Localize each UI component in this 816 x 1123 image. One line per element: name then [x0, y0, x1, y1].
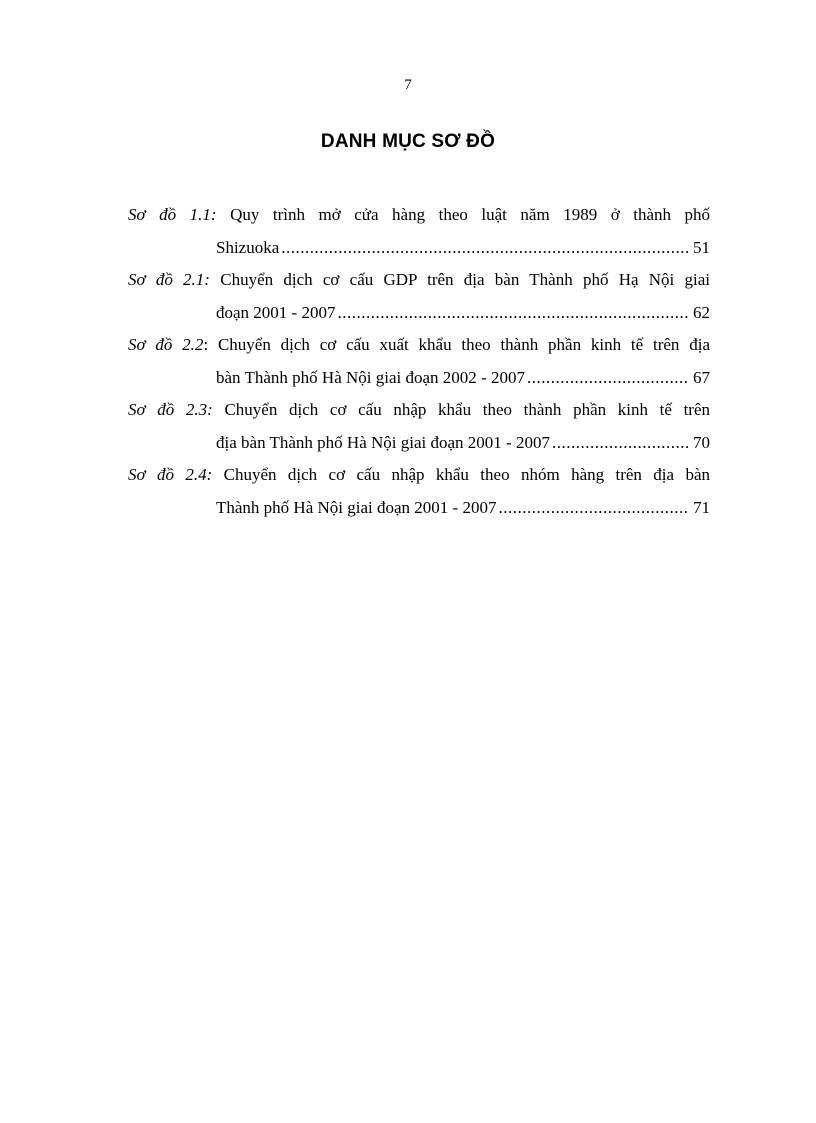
entry-title-continued: địa bàn Thành phố Hà Nội giai đoạn 2001 - 2007 [216, 432, 550, 452]
list-item-diagram-2-4 [128, 459, 710, 524]
entry-first-line [128, 459, 710, 492]
list-item-diagram-2-3 [128, 394, 710, 459]
entry-title: Chuyển dịch cơ cấu nhập khẩu theo thành phần kinh tế trên [224, 400, 711, 419]
entry-second-line [128, 427, 710, 460]
entry-page-number: 51 [693, 237, 710, 257]
list-item-diagram-2-1 [128, 264, 710, 329]
dot-leader [281, 232, 689, 265]
diagram-list [128, 199, 710, 524]
dot-leader [337, 297, 689, 330]
entry-label: Sơ đồ 2.3: [128, 400, 213, 419]
entry-label: Sơ đồ 1.1: [128, 205, 217, 224]
entry-page-number: 62 [693, 302, 710, 322]
entry-title: Quy trình mở cửa hàng theo luật năm 1989 ở thành phố [230, 205, 711, 224]
page-number: 7 [404, 77, 412, 93]
entry-first-line [128, 394, 710, 427]
list-item-diagram-1-1 [128, 199, 710, 264]
entry-second-line [128, 297, 710, 330]
entry-title-continued: đoạn 2001 - 2007 [216, 302, 336, 322]
entry-first-line [128, 199, 710, 232]
entry-title-continued: Shizuoka [216, 237, 280, 257]
entry-second-line [128, 232, 710, 265]
entry-label: Sơ đồ 2.4: [128, 465, 213, 484]
entry-title: Chuyển dịch cơ cấu nhập khẩu theo nhóm hàng trên địa bàn [223, 465, 711, 484]
dot-leader [527, 362, 689, 395]
entry-title-continued: Thành phố Hà Nội giai đoạn 2001 - 2007 [216, 497, 497, 517]
entry-label: Sơ đồ 2.2 [128, 335, 204, 354]
list-item-diagram-2-2 [128, 329, 710, 394]
entry-second-line [128, 492, 710, 525]
entry-second-line [128, 362, 710, 395]
entry-first-line [128, 329, 710, 362]
entry-page-number: 67 [693, 367, 710, 387]
entry-page-number: 71 [693, 497, 710, 517]
entry-page-number: 70 [693, 432, 710, 452]
page-title: DANH MỤC SƠ ĐỒ [320, 131, 496, 152]
dot-leader [498, 492, 689, 525]
dot-leader [552, 427, 689, 460]
entry-title: Chuyển dịch cơ cấu GDP trên địa bàn Thành phố Hạ Nội giai [220, 270, 711, 289]
entry-first-line [128, 264, 710, 297]
entry-title-continued: bàn Thành phố Hà Nội giai đoạn 2002 - 2007 [216, 367, 525, 387]
entry-label: Sơ đồ 2.1: [128, 270, 210, 289]
entry-title: : Chuyển dịch cơ cấu xuất khẩu theo thành phần kinh tế trên địa [203, 335, 710, 354]
